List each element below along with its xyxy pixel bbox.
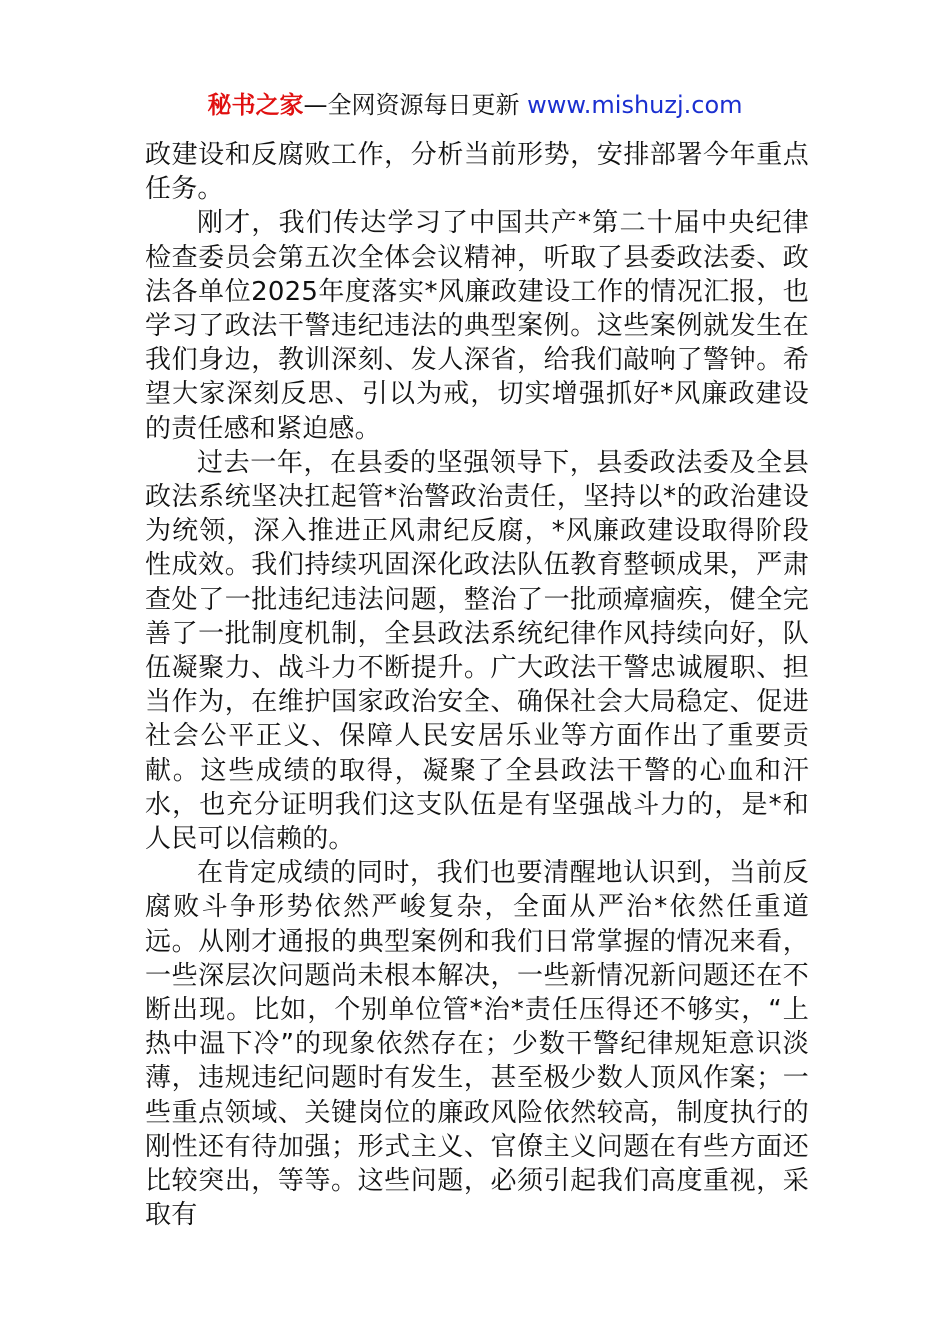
brand-name: 秘书之家 (207, 91, 304, 119)
paragraph-continuation: 政建设和反腐败工作，分析当前形势，安排部署今年重点任务。 (145, 140, 809, 205)
paragraph-current-problems: 在肯定成绩的同时，我们也要清醒地认识到，当前反腐败斗争形势依然严峻复杂，全面从严治*依然任重道远。从刚才通报的典型案例和我们日常掌握的情况来看，一些深层次问题尚未根本解决，一些新情况新问题还在不断出现。比如，个别单位管*治*责任压得还不够实，“上热中温下冷”的现象依然存在；少数干警纪律规矩意识淡薄，违规违纪问题时有发生，甚至极少数人顶风作案；一些重点领域、关键岗位的廉政风险依然较高，制度执行的刚性还有待加强；形式主义、官僚主义问题在有些方面还比较突出，等等。这些问题，必须引起我们高度重视，采取有 (145, 858, 809, 1231)
header-tagline: —全网资源每日更新 (303, 91, 528, 119)
page-header (0, 88, 950, 122)
paragraph-meeting-summary: 刚才，我们传达学习了中国共产*第二十届中央纪律检查委员会第五次全体会议精神，听取了县委政法委、政法各单位2025年度落实*风廉政建设工作的情况汇报，也学习了政法干警违纪违法的典型案例。这些案例就发生在我们身边，教训深刻、发人深省，给我们敲响了警钟。希望大家深刻反思、引以为戒，切实增强抓好*风廉政建设的责任感和紧迫感。 (145, 208, 809, 444)
paragraph-past-year-achievements: 过去一年，在县委的坚强领导下，县委政法委及全县政法系统坚决扛起管*治警政治责任，坚持以*的政治建设为统领，深入推进正风肃纪反腐，*风廉政建设取得阶段性成效。我们持续巩固深化政法队伍教育整顿成果，严肃查处了一批违纪违法问题，整治了一批顽瘴痼疾，健全完善了一批制度机制，全县政法系统纪律作风持续向好，队伍凝聚力、战斗力不断提升。广大政法干警忠诚履职、担当作为，在维护国家政治安全、确保社会大局稳定、促进社会公平正义、保障人民安居乐业等方面作出了重要贡献。这些成绩的取得，凝聚了全县政法干警的心血和汗水，也充分证明我们这支队伍是有坚强战斗力的，是*和人民可以信赖的。 (145, 447, 809, 855)
site-url-link[interactable]: www.mishuzj.com (527, 91, 743, 119)
document-body (145, 138, 809, 1233)
